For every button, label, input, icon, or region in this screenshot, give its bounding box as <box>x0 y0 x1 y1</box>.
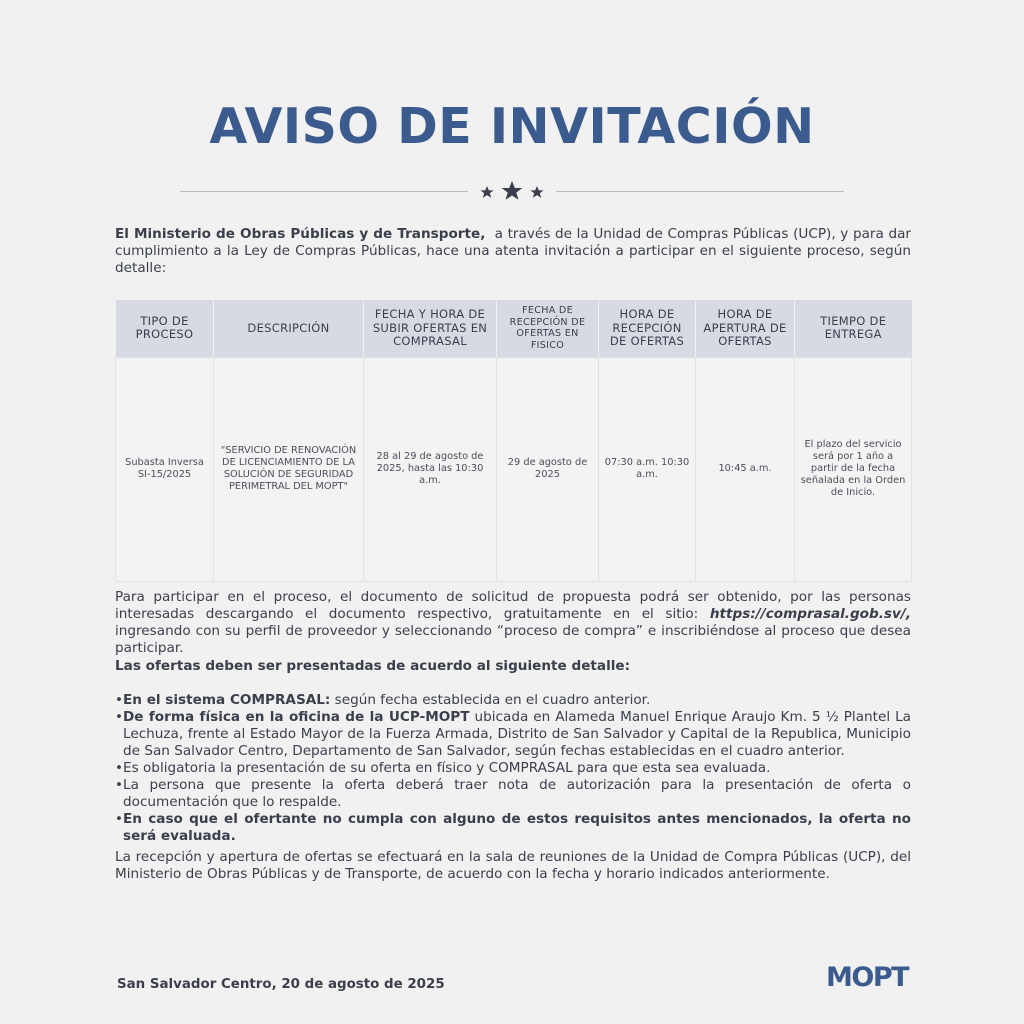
table-row <box>116 357 912 581</box>
closing-paragraph: La recepción y apertura de ofertas se efectuará en la sala de reuniones de la Unidad de Compra Públicas (UCP), del Ministerio de Obras Públicas y de Transporte, de acuerdo con la fecha y horario indicados anteriormente. <box>115 849 911 882</box>
header-hora-apertura: HORA DE APERTURA DE OFERTAS <box>696 300 795 357</box>
divider-left <box>180 191 468 192</box>
bullet-icon: • <box>115 709 124 725</box>
offers-heading: Las ofertas deben ser presentadas de acuerdo al siguiente detalle: <box>115 658 631 674</box>
divider-right <box>556 191 844 192</box>
cell-fecha-recepcion-fisico: 29 de agosto de 2025 <box>497 357 599 581</box>
header-descripcion: DESCRIPCIÓN <box>214 300 364 357</box>
list-item: • Es obligatoria la presentación de su oferta en físico y COMPRASAL para que esta sea evaluada. <box>115 760 771 776</box>
list-item: • De forma física en la oficina de la UCP-MOPT ubicada en Alameda Manuel Enrique Araujo Km. 5 ½ Plantel La Lechuza, frente al Estado Mayor de la Fuerza Armada, Distrito de San Salvador y Capital de la Republica, Municipio de San Salvador Centro, Departamento de San Salvador, según fechas establecidas en el cuadro anterior. <box>115 709 911 759</box>
cell-tiempo-entrega: El plazo del servicio será por 1 año a partir de la fecha señalada en la Orden de Inicio. <box>795 357 912 581</box>
star-large-icon <box>502 181 523 200</box>
cell-fecha-comprasal: 28 al 29 de agosto de 2025, hasta las 10:30 a.m. <box>364 357 497 581</box>
cell-descripcion: "SERVICIO DE RENOVACIÓN DE LICENCIAMIENTO DE LA SOLUCIÓN DE SEGURIDAD PERIMETRAL DEL MOPT" <box>214 357 364 581</box>
bullet-icon: • <box>115 692 124 708</box>
list-item: • En caso que el ofertante no cumpla con alguno de estos requisitos antes mencionados, la oferta no será evaluada. <box>115 811 911 844</box>
stars-icon <box>476 178 548 206</box>
comprasal-link[interactable]: https://comprasal.gob.sv/, <box>709 606 911 622</box>
cell-hora-recepcion: 07:30 a.m. 10:30 a.m. <box>599 357 696 581</box>
mopt-logo: MOPT <box>826 962 909 993</box>
intro-paragraph <box>115 226 911 277</box>
star-small-right-icon <box>530 186 543 198</box>
header-tipo-proceso: TIPO DE PROCESO <box>116 300 214 357</box>
participation-text-before: Para participar en el proceso, el documento de solicitud de propuesta podrá ser obtenido, por las personas interesadas descargando el documento respectivo, gratuitamente en el sitio: <box>115 589 911 622</box>
header-tiempo-entrega: TIEMPO DE ENTREGA <box>795 300 912 357</box>
bullet-icon: • <box>115 811 124 827</box>
list-item: • En el sistema COMPRASAL: según fecha establecida en el cuadro anterior. <box>115 692 651 708</box>
table-header-row <box>116 300 912 357</box>
intro-org: El Ministerio de Obras Públicas y de Transporte, <box>115 226 486 242</box>
requirements-list <box>115 692 911 845</box>
header-fecha-comprasal: FECHA Y HORA DE SUBIR OFERTAS EN COMPRASAL <box>364 300 497 357</box>
page-title: AVISO DE INVITACIÓN <box>209 98 815 155</box>
footer-date: San Salvador Centro, 20 de agosto de 2025 <box>117 977 445 992</box>
list-item: • La persona que presente la oferta deberá traer nota de autorización para la presentación de oferta o documentación que lo respalde. <box>115 777 911 810</box>
star-small-left-icon <box>480 186 493 198</box>
cell-tipo-proceso: Subasta Inversa SI-15/2025 <box>116 357 214 581</box>
header-hora-recepcion: HORA DE RECEPCIÓN DE OFERTAS <box>599 300 696 357</box>
intro-text: a través de la Unidad de Compras Públicas (UCP), y para dar cumplimiento a la Ley de Compras Públicas, hace una atenta invitación a participar en el siguiente proceso, según detalle: <box>115 226 912 276</box>
process-table <box>115 300 912 582</box>
bullet-icon: • <box>115 760 124 776</box>
bullet-icon: • <box>115 777 124 793</box>
cell-hora-apertura: 10:45 a.m. <box>696 357 795 581</box>
participation-paragraph <box>115 589 911 657</box>
header-fecha-recepcion-fisico: FECHA DE RECEPCIÓN DE OFERTAS EN FISICO <box>497 300 599 357</box>
participation-text-after: ingresando con su perfil de proveedor y seleccionando “proceso de compra” e inscribiéndose al proceso que desea participar. <box>115 623 911 656</box>
